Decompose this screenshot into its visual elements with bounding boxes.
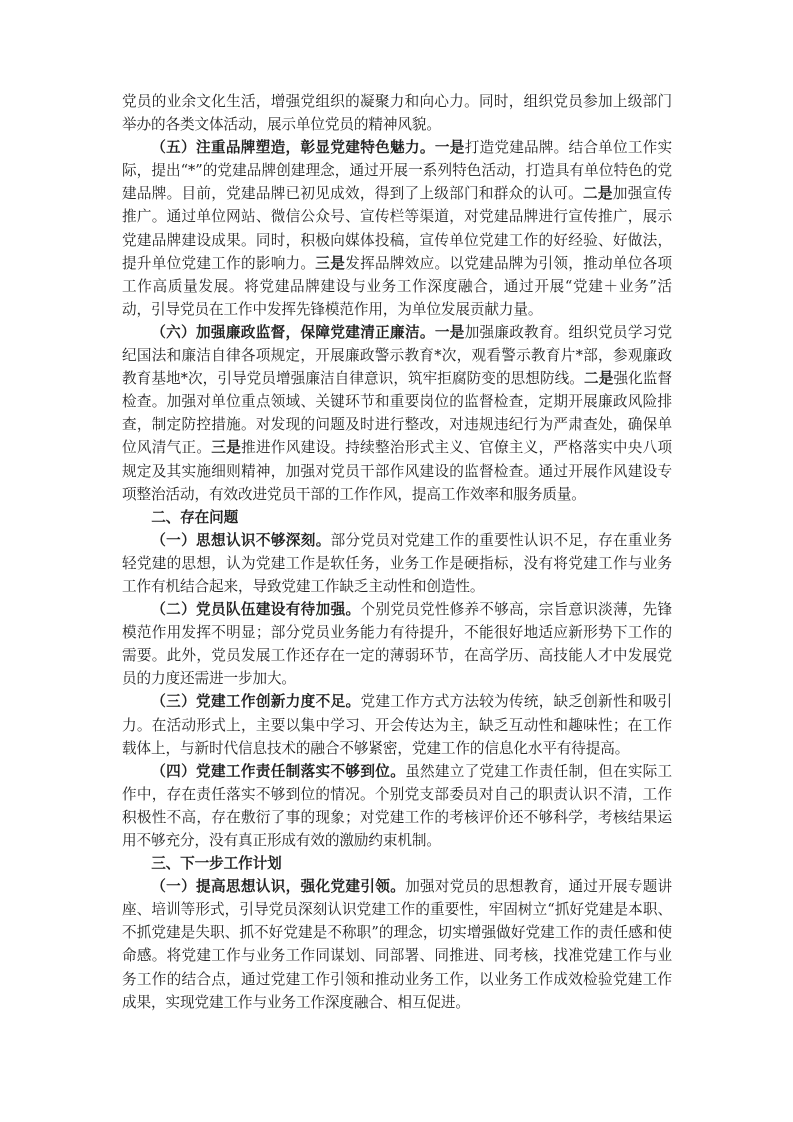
- paragraph-text: 党建工作方式方法较为传统，缺乏创新性和吸引力。在活动形式上，主要以集中学习、开会传达为主，缺乏互动性和趣味性；在工作载体上，与新时代信息技术的融合不够紧密，党建工作的信息化水平有待提高。: [122, 693, 672, 757]
- paragraph-text: 个别党员党性修养不够高，宗旨意识淡薄，先锋模范作用发挥不明显；部分党员业务能力有待提升，不能很好地适应新形势下工作的需要。此外，党员发展工作还存在一定的薄弱环节，在高学历、高技能人才中发展党员的力度还需进一步加大。: [122, 601, 672, 688]
- document-body: [122, 90, 672, 1014]
- paragraph-text: 强化监督检查。加强对单位重点领域、关键环节和重要岗位的监督检查，定期开展廉政风险排查，制定防控措施。对发现的问题及时进行整改，对违规违纪行为严肃查处，确保单位风清气正。: [122, 370, 672, 457]
- paragraph-text: 打造党建品牌。结合单位工作实际，提出“*”的党建品牌创建理念，通过开展一系列特色活动，打造具有单位特色的党建品牌。目前，党建品牌已初见成效，得到了上级部门和群众的认可。: [122, 139, 672, 203]
- paragraph-text: 加强宣传推广。通过单位网站、微信公众号、宣传栏等渠道，对党建品牌进行宣传推广，展示党建品牌建设成果。同时，积极向媒体投稿，宣传单位党建工作的好经验、好做法，提升单位党建工作的影响力。: [122, 185, 672, 272]
- paragraph-brand-building: [122, 136, 672, 321]
- point-marker: 三是: [315, 254, 346, 272]
- section-heading-text: 三、下一步工作计划: [151, 855, 282, 873]
- point-marker: 一是: [434, 323, 465, 341]
- paragraph-text: 加强对党员的思想教育，通过开展专题讲座、培训等形式，引导党员深刻认识党建工作的重要性，牢固树立“抓好党建是本职、不抓党建是失职、抓不好党建是不称职”的理念，切实增强做好党建工作的责任感和使命感。将党建工作与业务工作同谋划、同部署、同推进、同考核，找准党建工作与业务工作的结合点，通过党建工作引领和推动业务工作，以业务工作成效检验党建工作成果，实现党建工作与业务工作深度融合、相互促进。: [122, 878, 672, 1011]
- paragraph-text: 党员的业余文化生活，增强党组织的凝聚力和向心力。同时，组织党员参加上级部门举办的各类文体活动，展示单位党员的精神风貌。: [122, 93, 672, 134]
- paragraph-heading: （四）党建工作责任制落实不够到位。: [151, 762, 406, 780]
- paragraph-heading: （三）党建工作创新力度不足。: [151, 693, 361, 711]
- paragraph-heading: （一）提高思想认识，强化党建引领。: [151, 878, 406, 896]
- section-heading-next-plan: [122, 852, 672, 875]
- point-marker: 二是: [583, 370, 614, 388]
- section-heading-problems: [122, 506, 672, 529]
- paragraph-text: 部分党员对党建工作的重要性认识不足，存在重业务轻党建的思想，认为党建工作是软任务，业务工作是硬指标，没有将党建工作与业务工作有机结合起来，导致党建工作缺乏主动性和创造性。: [122, 531, 672, 595]
- point-marker: 二是: [582, 185, 613, 203]
- paragraph-problem-responsibility: [122, 760, 672, 852]
- paragraph-plan-awareness: [122, 875, 672, 1014]
- paragraph-text: 虽然建立了党建工作责任制，但在实际工作中，存在责任落实不够到位的情况。个别党支部委员对自己的职责认识不清，工作积极性不高，存在敷衍了事的现象；对党建工作的考核评价还不够科学，考核结果运用不够充分，没有真正形成有效的激励约束机制。: [122, 762, 672, 849]
- paragraph-heading: （一）思想认识不够深刻。: [151, 531, 331, 549]
- paragraph-heading: （五）注重品牌塑造，彰显党建特色魅力。: [151, 139, 435, 157]
- paragraph-problem-awareness: [122, 529, 672, 598]
- paragraph-text: 发挥品牌效应。以党建品牌为引领，推动单位各项工作高质量发展。将党建品牌建设与业务工作深度融合，通过开展“党建＋业务”活动，引导党员在工作中发挥先锋模范作用，为单位发展贡献力量。: [122, 254, 672, 318]
- paragraph-integrity-supervision: [122, 321, 672, 506]
- paragraph-text: 推进作风建设。持续整治形式主义、官僚主义，严格落实中央八项规定及其实施细则精神，加强对党员干部作风建设的监督检查。通过开展作风建设专项整治活动，有效改进党员干部的工作作风，提高工作效率和服务质量。: [122, 439, 672, 503]
- paragraph-text: 加强廉政教育。组织党员学习党纪国法和廉洁自律各项规定，开展廉政警示教育*次，观看警示教育片*部，参观廉政教育基地*次，引导党员增强廉洁自律意识，筑牢拒腐防变的思想防线。: [122, 323, 672, 388]
- paragraph-problem-innovation: [122, 690, 672, 759]
- paragraph-heading: （二）党员队伍建设有待加强。: [151, 601, 361, 619]
- paragraph-heading: （六）加强廉政监督，保障党建清正廉洁。: [151, 323, 435, 341]
- point-marker: 三是: [211, 439, 242, 457]
- point-marker: 一是: [434, 139, 465, 157]
- paragraph-member-culture: [122, 90, 672, 136]
- paragraph-problem-team: [122, 598, 672, 690]
- section-heading-text: 二、存在问题: [151, 508, 239, 526]
